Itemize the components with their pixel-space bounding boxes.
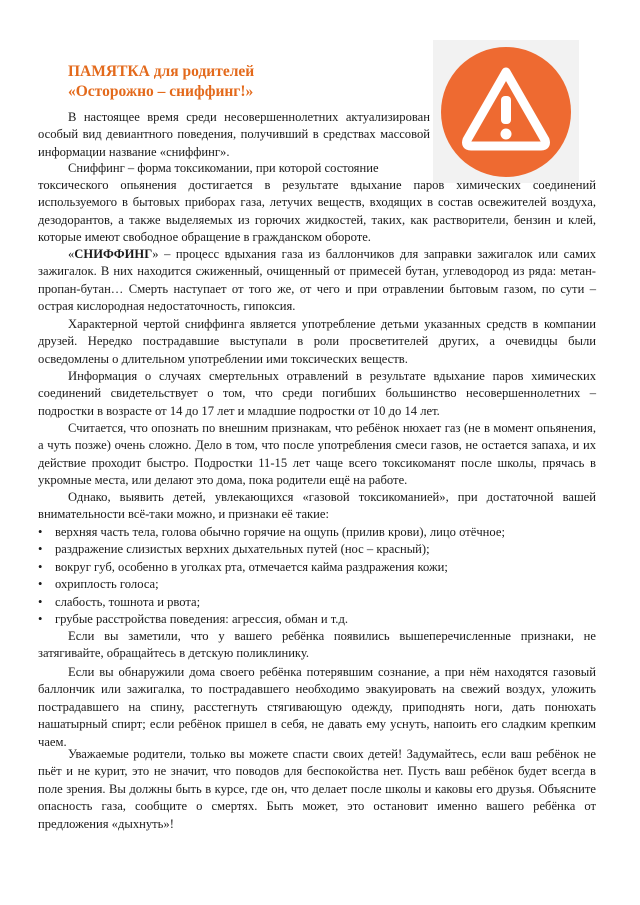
intro-text: В настоящее время среди несовершеннолетних актуализирован особый вид девиантного поведения, получивший в средствах массовой информации название «сниффинг». <box>38 110 430 159</box>
statistics-text: Информация о случаях смертельных отравлений в результате вдыхание паров химических соединений свидетельствует о том, что среди погибших большинство несовершеннолетних – подростки в возрасте от 14 до 17 лет и младшие подростки от 10 до 14 лет. <box>38 369 596 418</box>
memo-title: ПАМЯТКА для родителей <box>68 63 255 80</box>
quote-open: « <box>68 247 75 261</box>
recognition-paragraph <box>38 420 596 490</box>
appeal-text: Уважаемые родители, только вы можете спасти своих детей! Задумайтесь, если ваш ребёнок не пьёт и не курит, это не значит, что поводов для беспокойства нет. Пусть ваш ребёнок будет всегда в поле зрения. Вы должны быть в курсе, где он, что делает после школы и каковы его друзья. Объясните опасность газа, сообщите о смертях. Быть может, это остановит именно вашего ребёнка от предложения «дыхнуть»! <box>38 747 596 831</box>
definition-start <box>38 160 430 177</box>
definition-text-rest: токсического опьянения достигается в результате вдыхание паров химических соединений используемого в бытовых приборах газа, летучих веществ, входящих в состав освежителей воздуха, дезодорантов, а также выделяемых из горючих жидкостей, таких, как растворители, бензин и клей, которые имеют свободное обращение в гражданском обороте. <box>38 178 596 245</box>
list-item: • раздражение слизистых верхних дыхательных путей (нос – красный); <box>38 541 596 558</box>
list-item: • слабость, тошнота и рвота; <box>38 594 596 611</box>
warning-icon-box <box>433 40 579 183</box>
sniffing-term: СНИФФИНГ <box>74 247 153 261</box>
list-item: • верхняя часть тела, голова обычно горячие на ощупь (прилив крови), лицо отёчное; <box>38 524 596 541</box>
signs-list <box>38 524 596 628</box>
list-item: • вокруг губ, особенно в уголках рта, отмечается кайма раздражения кожи; <box>38 559 596 576</box>
first-aid-paragraph <box>38 664 596 751</box>
intro-paragraph <box>38 109 430 161</box>
sniffing-text <box>38 246 596 316</box>
list-item: • охриплость голоса; <box>38 576 596 593</box>
company-text: Характерной чертой сниффинга является употребление детьми указанных средств в компании друзей. Нередко пострадавшие выступали в роли просветителей других, а очевидцы были осведомлены о длительном употреблении ими токсических веществ. <box>38 317 596 366</box>
list-item: • грубые расстройства поведения: агрессия, обман и т.д. <box>38 611 596 628</box>
first-aid-text: Если вы обнаружили дома своего ребёнка потерявшим сознание, а при нём находятся газовый баллончик или зажигалка, то пострадавшего необходимо эвакуировать на свежий воздух, уложить пострадавшего на спину, расстегнуть стягивающую одежду, приподнять ноги, дать понюхать нашатырный спирт; если ребёнок пришел в себя, не давать ему уснуть, напоить его сладким крепким чаем. <box>38 665 596 749</box>
warning-triangle-icon <box>433 40 579 183</box>
clinic-text: Если вы заметили, что у вашего ребёнка появились вышеперечисленные признаки, не затягивайте, обращайтесь в детскую поликлинику. <box>38 629 596 661</box>
sniffing-paragraph <box>38 246 596 316</box>
signs-intro-paragraph <box>38 489 596 524</box>
definition-continuation <box>38 177 596 247</box>
memo-subtitle: «Осторожно – сниффинг!» <box>68 83 254 100</box>
definition-text-start: Сниффинг – форма токсикомании, при которой состояние <box>68 161 379 175</box>
company-paragraph <box>38 316 596 368</box>
signs-intro-text: Однако, выявить детей, увлекающихся «газовой токсикоманией», при достаточной вашей внимательности всё-таки можно, и признаки её такие: <box>38 490 596 522</box>
clinic-paragraph <box>38 628 596 663</box>
statistics-paragraph <box>38 368 596 420</box>
appeal-paragraph <box>38 746 596 833</box>
recognition-text: Считается, что опознать по внешним признакам, что ребёнок нюхает газ (не в момент опьянения, а чуть позже) очень сложно. Дело в том, что после употребления смеси газов, не остается запаха, и их действие проходит быстро. Подростки 11-15 лет чаще всего токсикоманят после школы, прячась в укромные места, или делают это дома, пока родители ещё на работе. <box>38 421 596 488</box>
sniffing-description: » – процесс вдыхания газа из баллончиков для заправки зажигалок или самих зажигалок. В них находится сжиженный, очищенный от примесей бутан, углеводород из ряда: метан-пропан-бутан… Смерть наступает от того же, от чего и при отравлении бытовым газом, по сути – острая кислородная недостаточность, гипоксия. <box>38 247 596 314</box>
